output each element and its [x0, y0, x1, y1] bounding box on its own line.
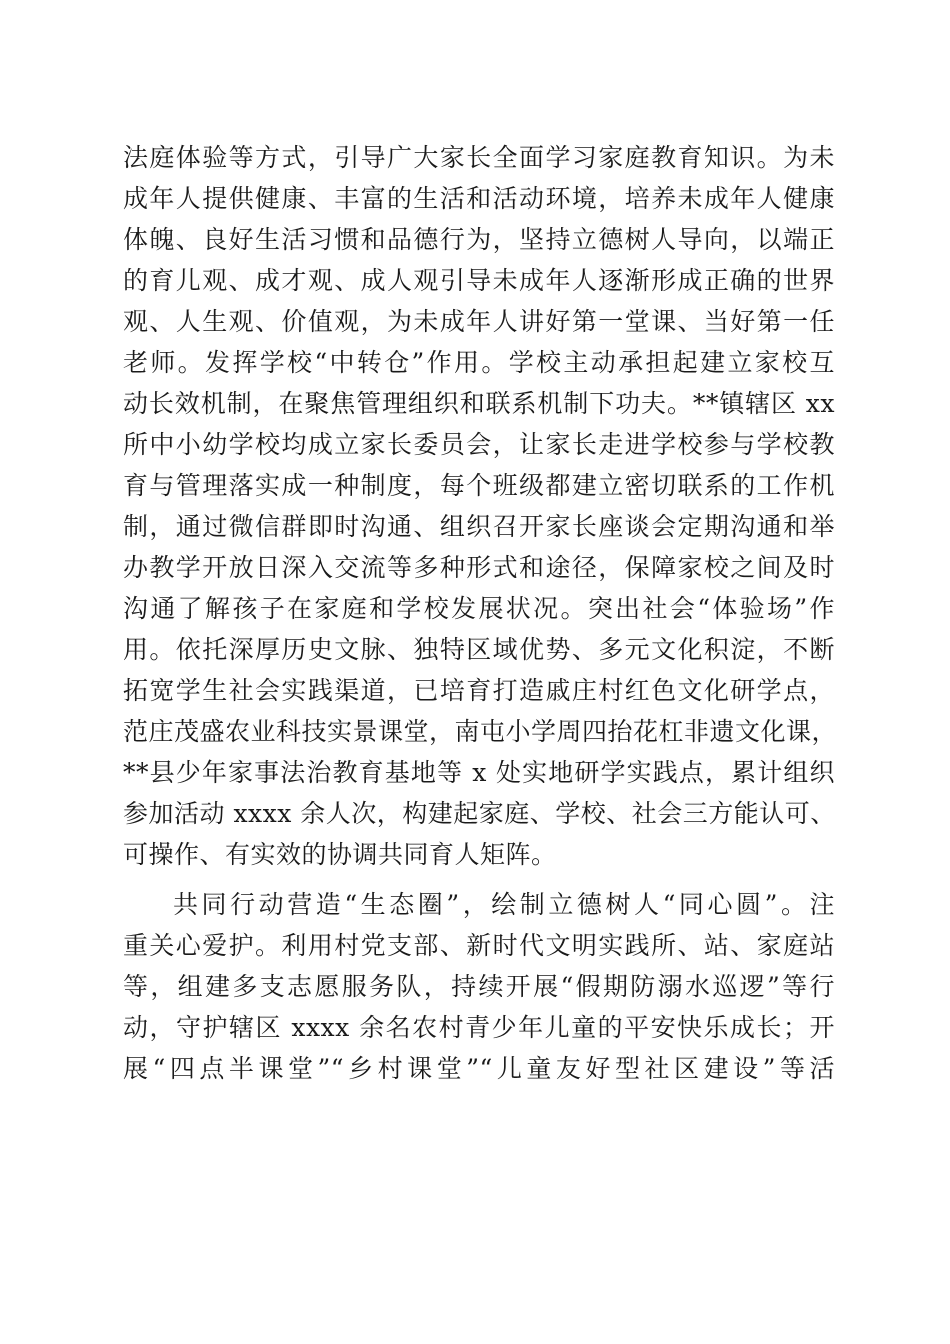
text-line: 老师。发挥学校“中转仓”作用。学校主动承担起建立家校互 [123, 348, 835, 377]
text-line: 法庭体验等方式，引导广大家长全面学习家庭教育知识。为未 [123, 143, 835, 172]
text-line: 观、人生观、价值观，为未成年人讲好第一堂课、当好第一任 [123, 307, 835, 336]
text-line: 范庄茂盛农业科技实景课堂，南屯小学周四抬花杠非遗文化课， [123, 717, 838, 746]
text-line: 动，守护辖区 xxxx 余名农村青少年儿童的平安快乐成长；开 [123, 1013, 835, 1042]
text-line: 展“四点半课堂”“乡村课堂”“儿童友好型社区建设”等活 [123, 1054, 835, 1083]
text-line: 动长效机制，在聚焦管理组织和联系机制下功夫。**镇辖区 xx [123, 389, 835, 418]
text-line: 共同行动营造“生态圈”，绘制立德树人“同心圆”。注 [173, 890, 835, 919]
text-line: 所中小幼学校均成立家长委员会，让家长走进学校参与学校教 [123, 430, 835, 459]
text-line: 用。依托深厚历史文脉、独特区域优势、多元文化积淀，不断 [123, 635, 835, 664]
text-line: 参加活动 xxxx 余人次，构建起家庭、学校、社会三方能认可、 [123, 799, 836, 828]
text-line: 沟通了解孩子在家庭和学校发展状况。突出社会“体验场”作 [123, 594, 835, 623]
paragraph-1 [123, 137, 838, 875]
text-line: 的育儿观、成才观、成人观引导未成年人逐渐形成正确的世界 [123, 266, 835, 295]
paragraph-spacer [123, 875, 835, 884]
text-line: 办教学开放日深入交流等多种形式和途径，保障家校之间及时 [123, 553, 835, 582]
paragraph-2 [123, 884, 835, 1089]
text-line: 拓宽学生社会实践渠道，已培育打造戚庄村红色文化研学点， [123, 676, 835, 705]
text-line: 制，通过微信群即时沟通、组织召开家长座谈会定期沟通和举 [123, 512, 835, 541]
text-line: 体魄、良好生活习惯和品德行为，坚持立德树人导向，以端正 [123, 225, 835, 254]
text-line: 等，组建多支志愿服务队，持续开展“假期防溺水巡逻”等行 [123, 972, 835, 1001]
text-line: **县少年家事法治教育基地等 x 处实地研学实践点，累计组织 [123, 758, 835, 787]
document-body [123, 137, 838, 1089]
text-line: 重关心爱护。利用村党支部、新时代文明实践所、站、家庭站 [123, 931, 835, 960]
text-line: 可操作、有实效的协调共同育人矩阵。 [123, 840, 557, 869]
text-line: 成年人提供健康、丰富的生活和活动环境，培养未成年人健康 [123, 184, 835, 213]
text-line: 育与管理落实成一种制度，每个班级都建立密切联系的工作机 [123, 471, 835, 500]
